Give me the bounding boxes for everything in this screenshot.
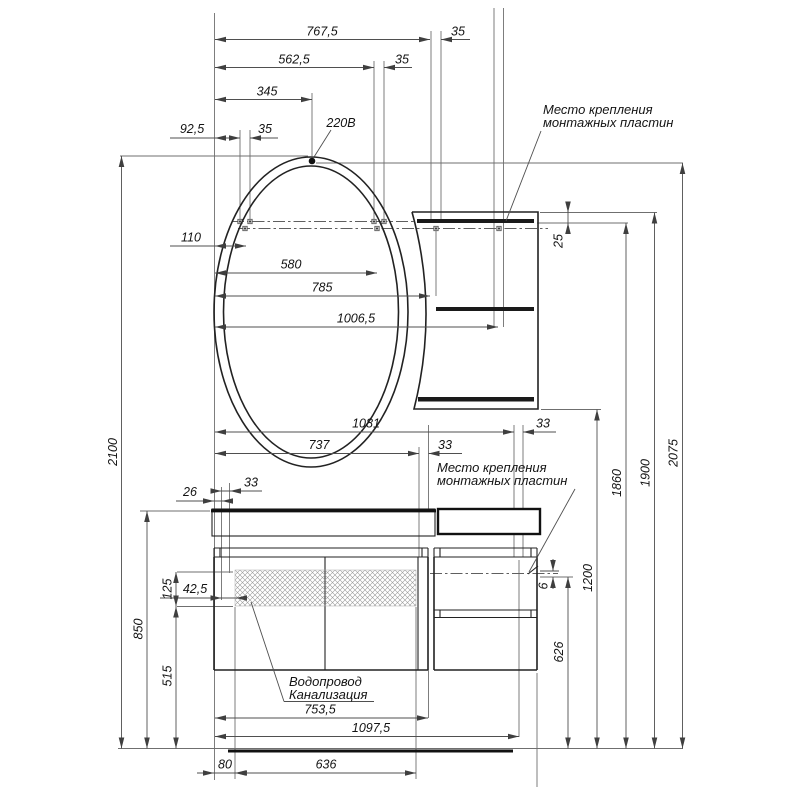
- dim-33-b: 33: [438, 438, 452, 452]
- mounting-plates-label-bottom-line2: монтажных пластин: [437, 473, 568, 488]
- dim-562-5: 562,5: [278, 52, 310, 67]
- dim-42-5: 42,5: [182, 582, 208, 596]
- plumbing-label-line1: Водопровод: [289, 674, 362, 689]
- countertop-right: [438, 509, 540, 534]
- cabinet-top-rail: [214, 548, 537, 557]
- dim-1006-5: 1006,5: [336, 311, 376, 326]
- dim-1081: 1081: [352, 416, 380, 431]
- dim-25: 25: [551, 234, 566, 248]
- dim-35-b: 35: [395, 52, 409, 67]
- dim-33-c: 33: [244, 475, 258, 490]
- dim-2075: 2075: [666, 439, 681, 467]
- dim-767-5: 767,5: [306, 24, 338, 39]
- dim-33-a: 33: [536, 416, 550, 431]
- wall-cabinet-bottom-plate: [418, 397, 534, 402]
- mounting-plates-label-bottom-line1: Место крепления: [437, 460, 547, 475]
- dim-1200: 1200: [581, 564, 595, 592]
- dim-1097-5: 1097,5: [351, 721, 391, 735]
- countertop-left: [212, 509, 435, 536]
- dim-80: 80: [218, 757, 232, 772]
- power-label: 220В: [326, 116, 356, 130]
- dim-345: 345: [256, 84, 278, 99]
- dim-35-a: 35: [451, 24, 465, 39]
- mounting-plates-label-top-line2: монтажных пластин: [543, 115, 674, 130]
- dim-753-5: 753,5: [304, 702, 336, 717]
- dim-35-c: 35: [258, 122, 272, 136]
- dim-26: 26: [183, 485, 197, 499]
- plumbing-label-line2: Канализация: [289, 687, 368, 702]
- dim-785: 785: [311, 280, 333, 295]
- mounting-plates-label-top-line1: Место крепления: [543, 102, 653, 117]
- dim-737: 737: [308, 438, 330, 452]
- dim-515: 515: [160, 665, 175, 687]
- wall-cabinet: [412, 212, 538, 409]
- dim-580: 580: [280, 257, 302, 272]
- dim-1860: 1860: [610, 469, 624, 497]
- dim-125: 125: [160, 578, 175, 600]
- power-connection-dot: [309, 158, 316, 165]
- dim-626: 626: [552, 641, 566, 663]
- dim-92-5: 92,5: [179, 122, 205, 136]
- dim-636: 636: [315, 757, 337, 772]
- dim-6: 6: [536, 582, 551, 590]
- dim-2100: 2100: [106, 438, 120, 466]
- dim-850: 850: [131, 618, 146, 640]
- dim-110: 110: [181, 230, 201, 245]
- dimensions: [106, 25, 683, 774]
- wall-cabinet-mounting-plate: [417, 219, 534, 223]
- callouts: [251, 102, 673, 702]
- dim-1900: 1900: [638, 459, 653, 487]
- plumbing-access-zone: [235, 570, 416, 606]
- wall-cabinet-shelf: [436, 307, 534, 311]
